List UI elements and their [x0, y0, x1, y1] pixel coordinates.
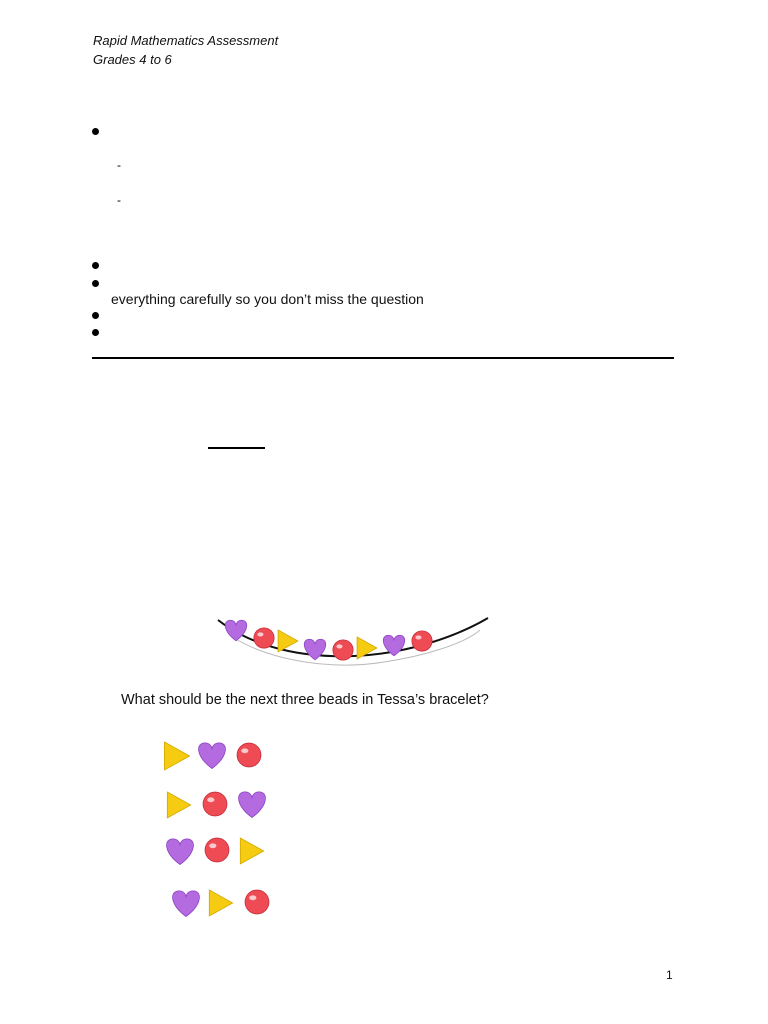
triangle-bead-icon: [240, 838, 263, 864]
answer-blank-line: [208, 447, 265, 449]
bullet-2: [92, 262, 99, 269]
ball-bead-icon: [237, 743, 261, 767]
triangle-bead-icon: [278, 630, 298, 652]
heart-bead-icon: [173, 891, 200, 917]
answer-option-2[interactable]: [160, 783, 270, 823]
header-subtitle: Grades 4 to 6: [93, 52, 172, 67]
bracelet-image: [214, 608, 494, 672]
triangle-bead-icon: [164, 742, 189, 770]
bullet-3: [92, 280, 99, 287]
ball-bead-icon: [412, 631, 432, 651]
answer-option-1[interactable]: [160, 736, 270, 776]
page-number: 1: [666, 968, 673, 982]
heart-bead-icon: [199, 743, 226, 769]
question-prompt: What should be the next three beads in Tessa’s bracelet?: [121, 692, 489, 708]
heart-bead-icon: [167, 839, 194, 865]
bullet-5: [92, 329, 99, 336]
section-divider: [92, 357, 674, 359]
sub-dash-2: -: [117, 193, 121, 207]
heart-bead-icon: [304, 639, 325, 660]
heart-bead-icon: [225, 620, 246, 641]
header-title: Rapid Mathematics Assessment: [93, 33, 279, 48]
ball-bead-icon: [254, 628, 274, 648]
ball-bead-icon: [203, 792, 227, 816]
triangle-bead-icon: [167, 792, 190, 818]
ball-bead-icon: [245, 890, 269, 914]
answer-option-3[interactable]: [160, 831, 270, 871]
heart-bead-icon: [239, 792, 266, 818]
bullet-1: [92, 128, 99, 135]
instruction-text: everything carefully so you don’t miss the question: [111, 291, 424, 307]
triangle-bead-icon: [209, 890, 232, 916]
answer-option-4[interactable]: [160, 883, 270, 923]
ball-bead-icon: [333, 640, 353, 660]
ball-bead-icon: [205, 838, 229, 862]
sub-dash-1: -: [117, 158, 121, 172]
bullet-4: [92, 312, 99, 319]
